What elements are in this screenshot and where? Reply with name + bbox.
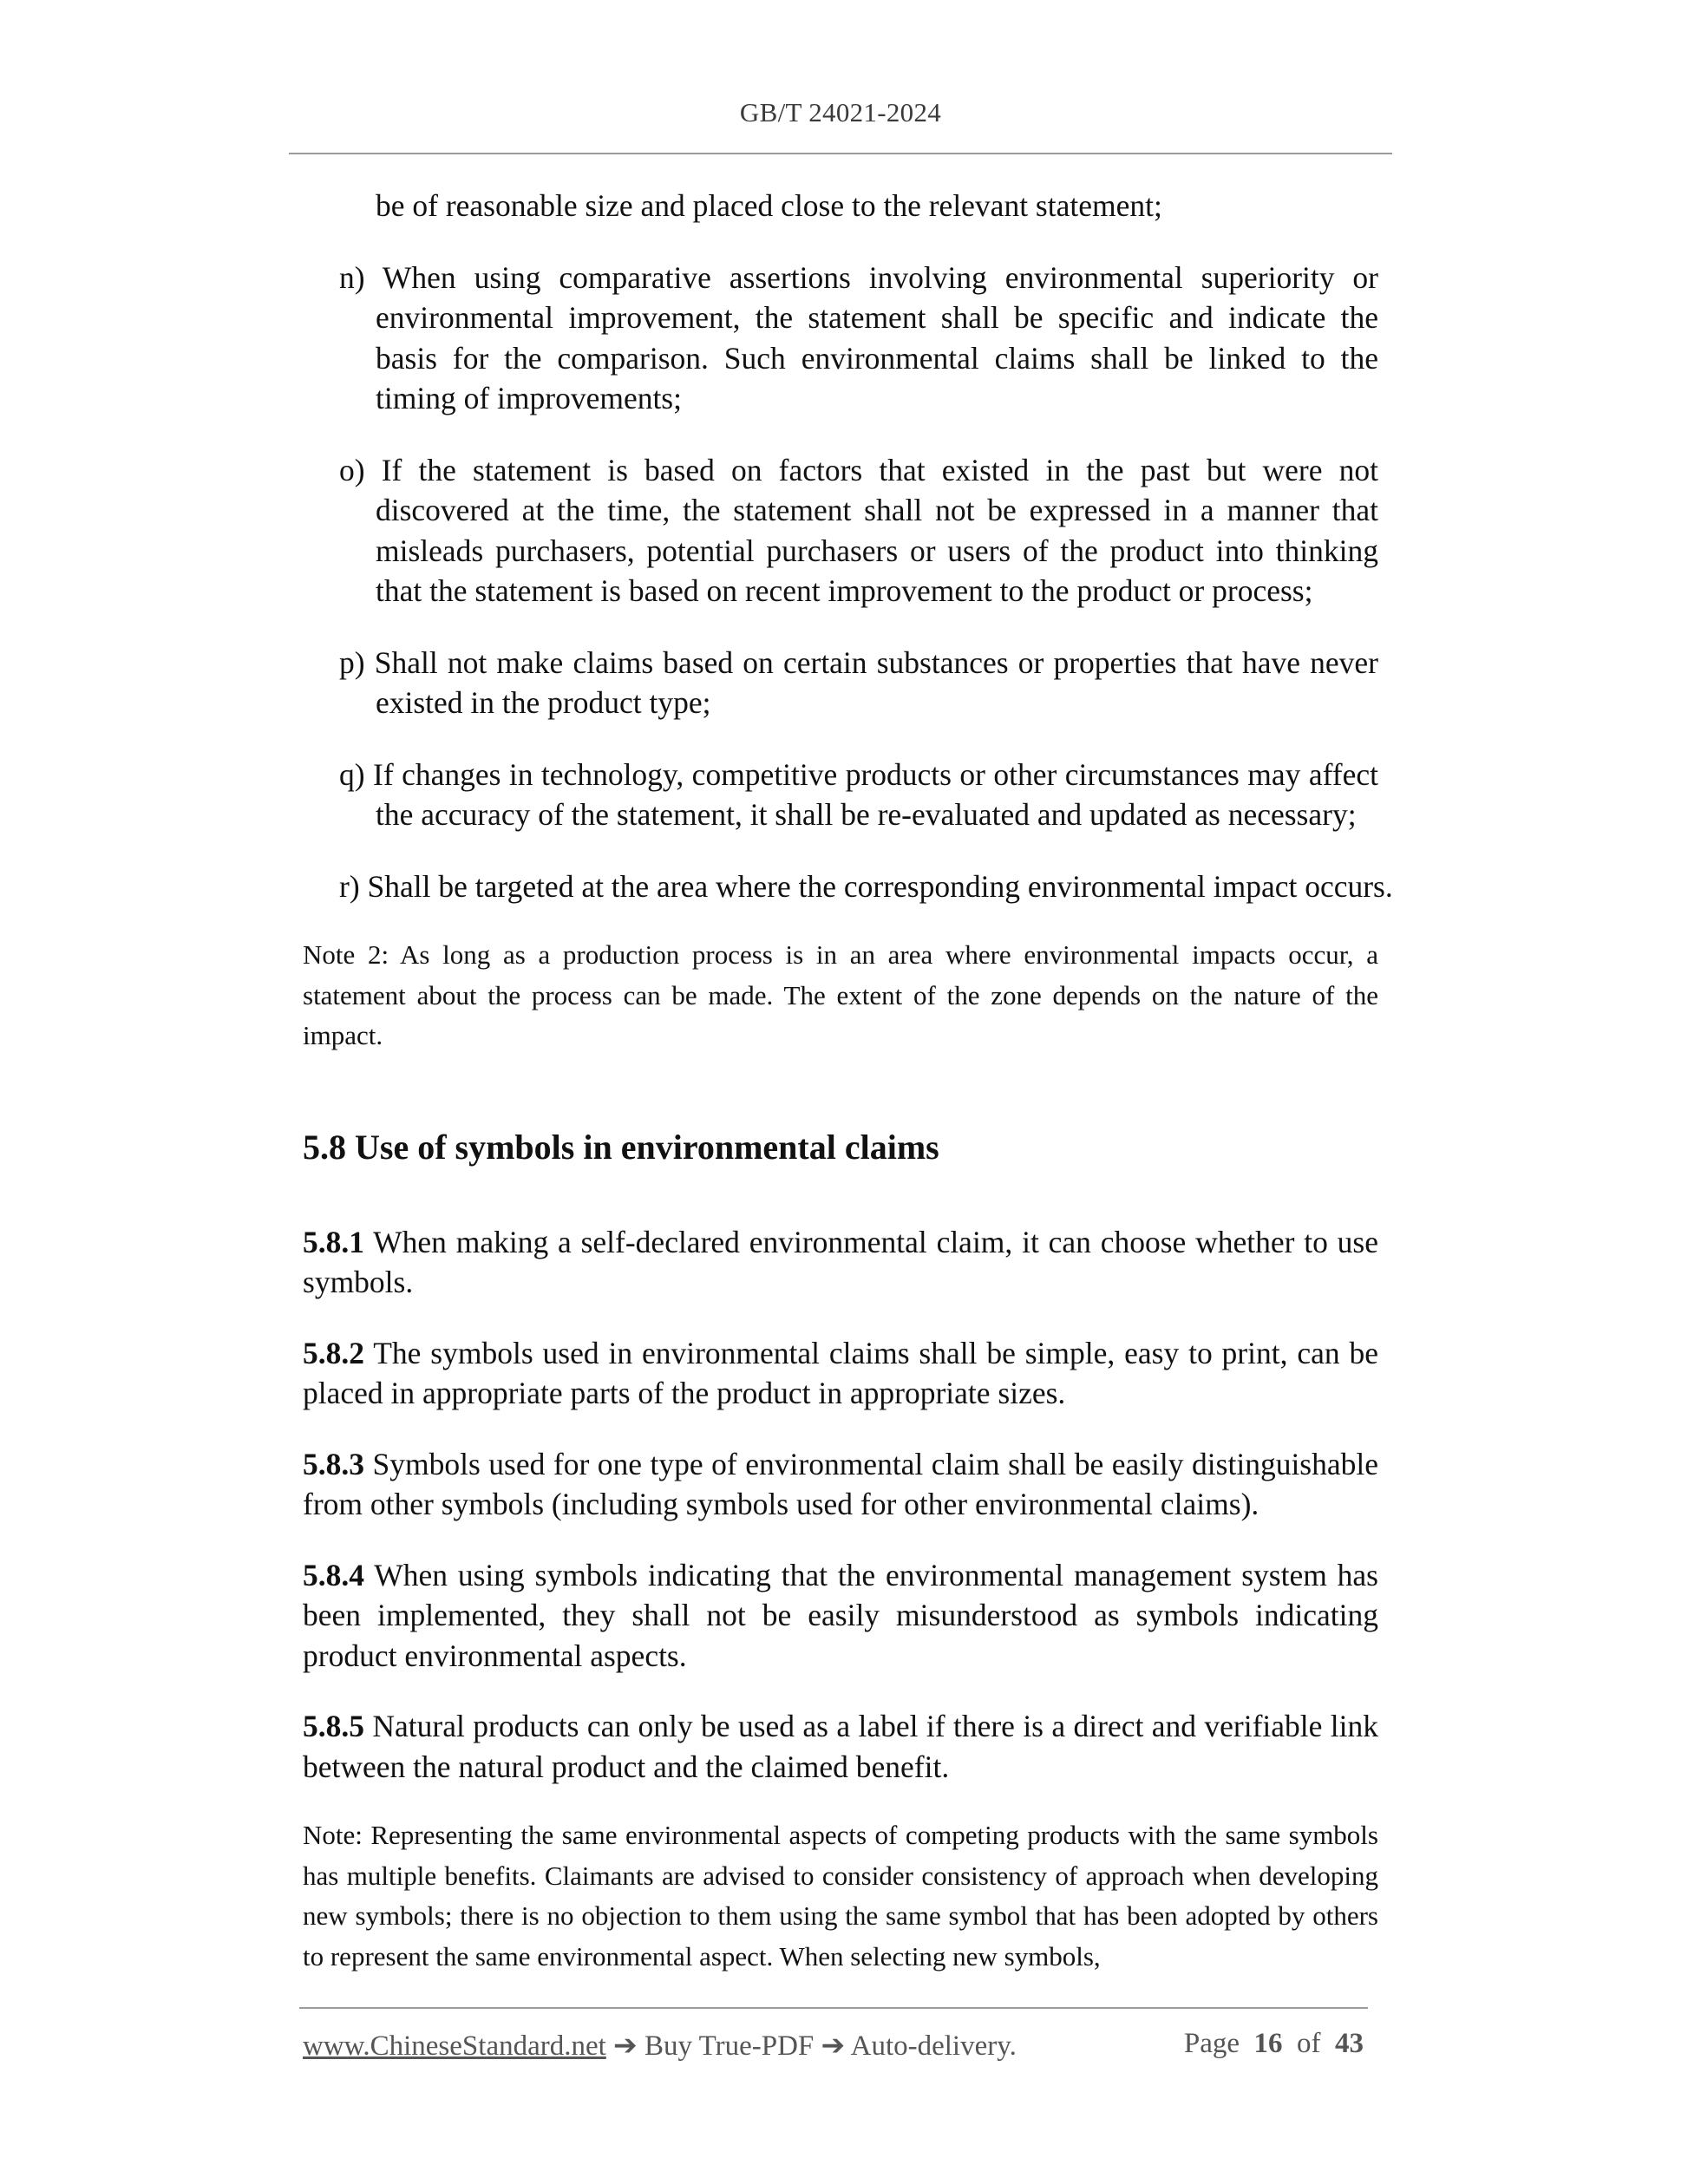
site-link[interactable]: www.ChineseStandard.net [303,2030,606,2062]
list-item-text: Shall not make claims based on certain substances or properties that have never existed in the product type; [374,644,1378,720]
note-2: Note 2: As long as a production process is in an area where environmental impacts occur, a statement about the process can be made. The extent of the zone depends on the nature of the impact. [303,939,1378,1050]
list-item-text: Shall be targeted at the area where the corresponding environmental impact occurs. [367,868,1393,904]
footer-promo [303,2028,1017,2063]
list-item-text: If changes in technology, competitive products or other circumstances may affect the accuracy of the statement, it shall be re-evaluated and updated as necessary; [373,756,1379,832]
list-item-text: When using comparative assertions involving environmental superiority or environmental improvement, the statement shall be specific and indicate the basis for the comparison. Such environmental claims shall be linked to the timing of improvements; [376,259,1378,415]
clause-text: Natural products can only be used as a label if there is a direct and verifiable link between the natural product and the claimed benefit. [303,1709,1379,1784]
list-marker: r) [339,868,360,904]
document-body [303,186,1393,1977]
clause-5-8-2 [303,1333,1378,1414]
page-label: Page [1183,2028,1240,2059]
page-footer [303,2028,1368,2066]
section-title: 5.8 Use of symbols in environmental claims [303,1127,939,1167]
footer-divider [299,2007,1368,2009]
auto-delivery-text: Auto-delivery. [850,2030,1017,2062]
list-item-r [303,866,1393,907]
page-of-label: of [1297,2028,1321,2059]
note-symbols: Note: Representing the same environmental aspects of competing products with the same symbols has multiple benefits. Claimants are advised to consider consistency of approach when developing new symbols; there is no objection to them using the same symbol that has been adopted by others to represent the same environmental aspect. When selecting new symbols, [303,1820,1378,1971]
list-item-o [303,450,1378,611]
list-marker: o) [339,452,365,487]
clause-number: 5.8.4 [303,1557,364,1592]
continuation-text: be of reasonable size and placed close to the relevant statement; [376,188,1162,223]
clause-5-8-3 [303,1444,1378,1525]
clause-5-8-5 [303,1706,1378,1787]
clause-text: When making a self-declared environmental claim, it can choose whether to use symbols. [303,1224,1378,1299]
clause-number: 5.8.1 [303,1224,364,1259]
total-pages: 43 [1335,2028,1364,2059]
arrow-right-icon: ➔ [821,2030,846,2062]
clause-5-8-4 [303,1555,1378,1677]
current-page: 16 [1253,2028,1283,2059]
arrow-right-icon: ➔ [613,2030,638,2062]
clause-number: 5.8.2 [303,1335,364,1370]
buy-pdf-text: Buy True-PDF [644,2030,815,2062]
list-item-n [303,258,1378,419]
clause-5-8-1 [303,1222,1378,1303]
list-item-q [303,755,1378,835]
list-item-text: If the statement is based on factors that existed in the past but were not discovered at the time, the statement shall not be expressed in a manner that misleads purchasers, potential purchasers or users of the product into thinking that the statement is based on recent improvement to the product or process; [376,452,1379,608]
page-header: GB/T 24021-2024 [739,97,942,128]
clause-number: 5.8.5 [303,1709,364,1743]
header-divider [289,153,1392,154]
clause-number: 5.8.3 [303,1446,364,1481]
clause-text: The symbols used in environmental claims shall be simple, easy to print, can be placed in appropriate parts of the product in appropriate sizes. [303,1335,1378,1410]
list-marker: p) [339,644,365,680]
page-number [1184,2028,1364,2060]
list-marker: n) [339,259,365,295]
list-item-p [303,643,1378,723]
clause-text: Symbols used for one type of environmental claim shall be easily distinguishable from other symbols (including symbols used for other environmental claims). [303,1446,1378,1521]
clause-text: When using symbols indicating that the environmental management system has been implemented, they shall not be easily misunderstood as symbols indicating product environmental aspects. [303,1557,1378,1673]
list-marker: q) [339,756,365,792]
